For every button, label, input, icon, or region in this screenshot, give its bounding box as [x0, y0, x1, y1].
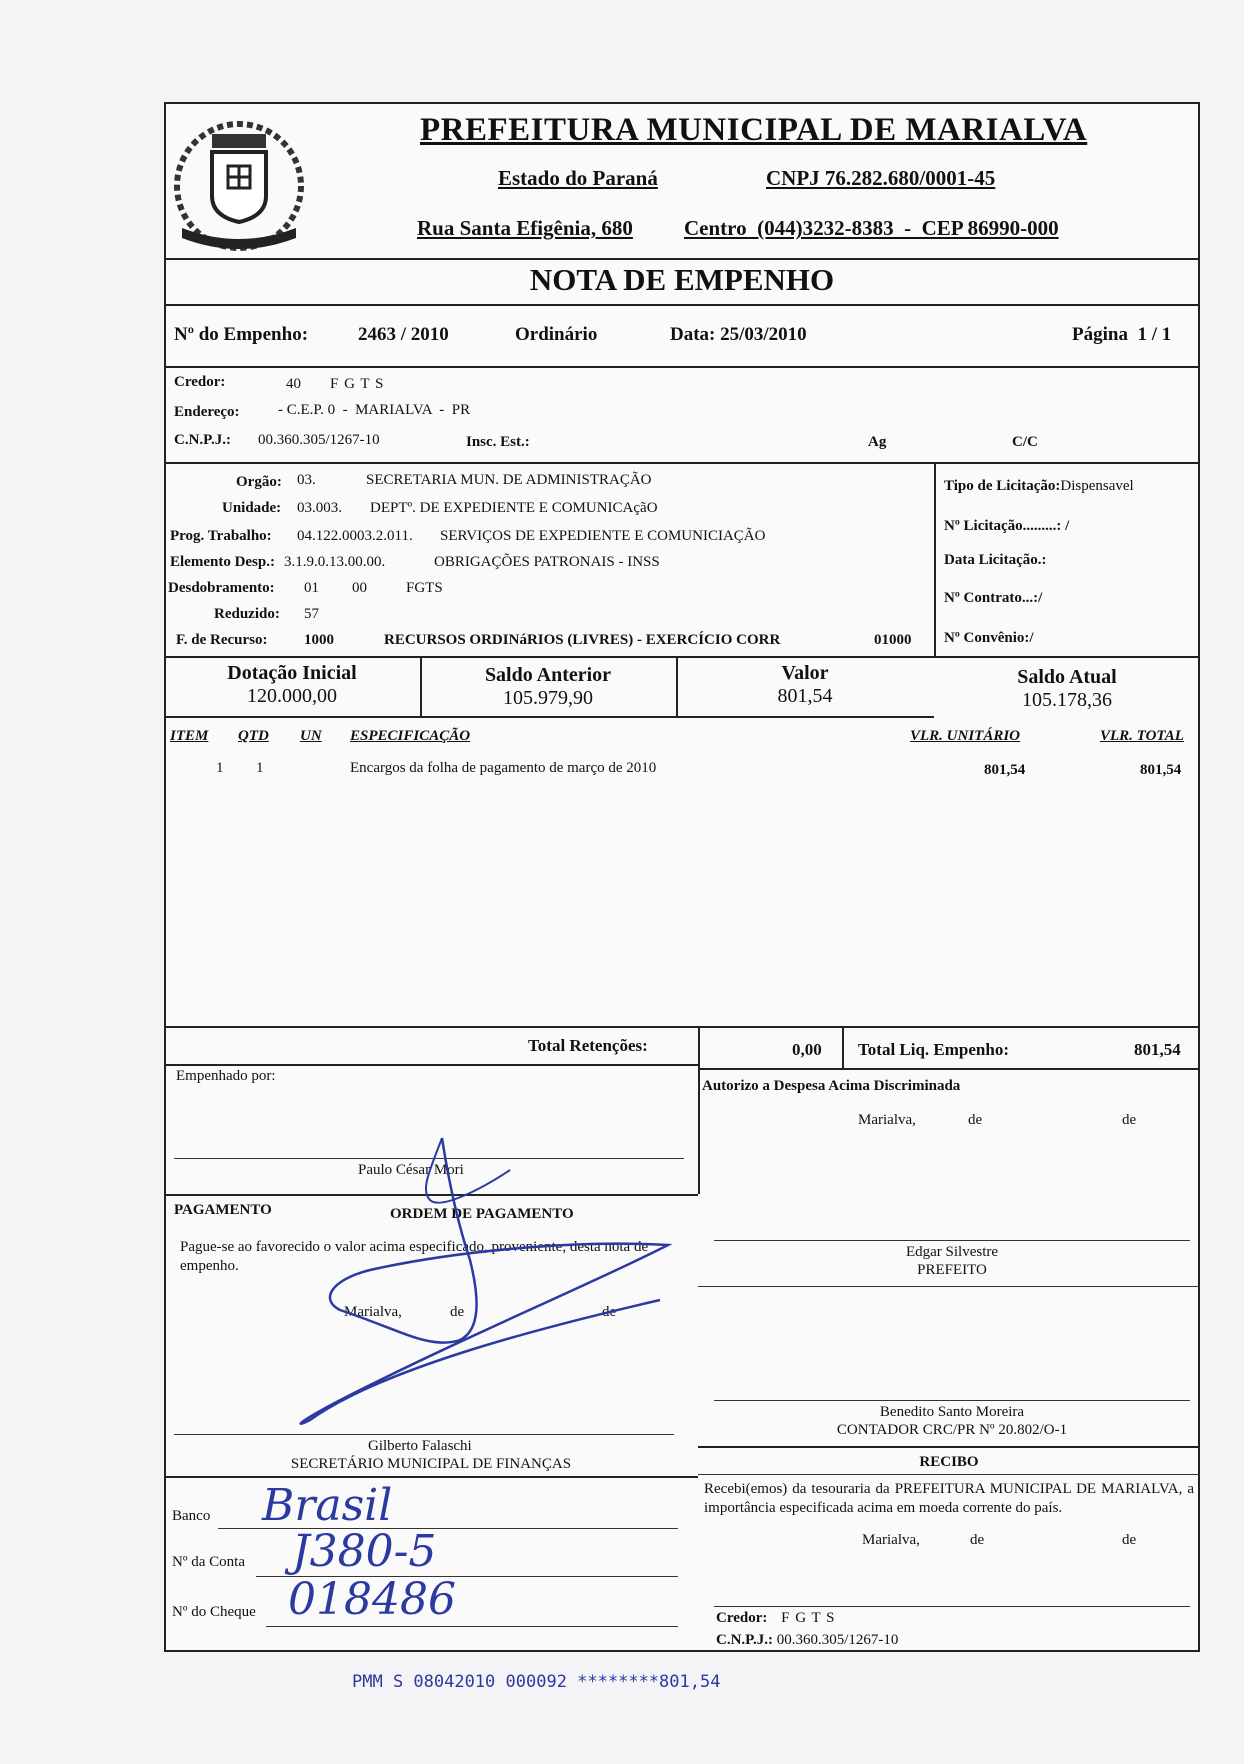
- banco-handwritten: Brasil: [262, 1480, 393, 1531]
- table-row: [164, 760, 1200, 784]
- unidade-code: 03.003.: [297, 500, 342, 516]
- licitacao-contrato: Nº Contrato...:/: [944, 590, 1043, 606]
- cheque-handwritten: 018486: [288, 1574, 456, 1625]
- header-title: PREFEITURA MUNICIPAL DE MARIALVA: [420, 112, 1088, 148]
- pagamento-text: Pague-se ao favorecido o valor acima especificado, proveniente, desta nota de empenho.: [180, 1239, 649, 1274]
- credor-cnpj: 00.360.305/1267-10: [258, 432, 380, 448]
- recibo-credor: [716, 1610, 836, 1627]
- processing-stamp: PMM S 08042010 000092 ********801,54: [352, 1672, 721, 1692]
- empenho-number: 2463 / 2010: [358, 324, 449, 345]
- saldo-inicial-value: 120.000,00: [247, 685, 337, 707]
- reduzido-label: Reduzido:: [214, 606, 280, 622]
- insc-label: Insc. Est.:: [466, 434, 530, 450]
- valor-value: 801,54: [777, 685, 833, 707]
- credor-label: Credor:: [174, 374, 226, 390]
- conta-handwritten: J380-5: [292, 1526, 437, 1577]
- unidade-label: Unidade:: [222, 500, 282, 516]
- desd-a: 01: [304, 580, 319, 596]
- licitacao-tipo-value: Dispensavel: [1060, 478, 1134, 494]
- header-address: Rua Santa Efigênia, 680: [417, 216, 633, 240]
- orgao-desc: SECRETARIA MUN. DE ADMINISTRAÇÃO: [366, 472, 652, 488]
- autorizo-de1: de: [968, 1112, 983, 1128]
- saldo-atual-label: Saldo Atual: [1017, 666, 1117, 688]
- saldo-inicial-label: Dotação Inicial: [227, 662, 357, 684]
- row-item: 1: [216, 760, 224, 776]
- prog-desc: SERVIÇOS DE EXPEDIENTE E COMUNICIAÇÃO: [440, 528, 766, 544]
- unidade-desc: DEPTº. DE EXPEDIENTE E COMUNICAçãO: [370, 500, 658, 516]
- desd-desc: FGTS: [406, 580, 443, 596]
- header-cnpj: CNPJ 76.282.680/0001-45: [766, 166, 996, 190]
- secretario-name: Gilberto Falaschi: [368, 1438, 472, 1454]
- banco-label: Banco: [172, 1508, 211, 1524]
- desd-b: 00: [352, 580, 367, 596]
- retencoes-label: Total Retenções:: [528, 1036, 648, 1055]
- signature-scribble: [280, 1130, 680, 1460]
- cheque-label: Nº do Cheque: [172, 1604, 256, 1620]
- elem-desc: OBRIGAÇÕES PATRONAIS - INSS: [434, 554, 660, 570]
- prefeito-role: PREFEITO: [917, 1262, 987, 1278]
- coat-of-arms: [168, 108, 310, 256]
- pagamento-de1: de: [450, 1304, 465, 1320]
- retencoes-value: 0,00: [792, 1040, 822, 1059]
- recurso-desc: RECURSOS ORDINáRIOS (LIVRES) - EXERCÍCIO CORR: [384, 632, 781, 648]
- row-total: 801,54: [1140, 762, 1182, 778]
- recibo-credor-value: F G T S: [781, 1610, 836, 1626]
- contador-name: Benedito Santo Moreira: [879, 1404, 1025, 1420]
- licitacao-tipo-label: Tipo de Licitação:: [944, 478, 1061, 494]
- empenhado-name: Paulo César Mori: [358, 1162, 464, 1178]
- desd-label: Desdobramento:: [168, 580, 275, 596]
- recurso-label: F. de Recurso:: [176, 632, 268, 648]
- liq-value: 801,54: [1134, 1040, 1181, 1059]
- recibo-credor-label: Credor:: [716, 1610, 768, 1626]
- credor-address: - C.E.P. 0 - MARIALVA - PR: [278, 402, 471, 418]
- col-total: VLR. TOTAL: [1100, 728, 1184, 744]
- empenhado-label: Empenhado por:: [176, 1068, 276, 1084]
- licitacao-convenio: Nº Convênio:/: [944, 630, 1034, 646]
- row-unit: 801,54: [984, 762, 1026, 778]
- address-label: Endereço:: [174, 404, 240, 420]
- recibo-cnpj-label: C.N.P.J.:: [716, 1632, 773, 1648]
- autorizo-place: Marialva,: [858, 1112, 916, 1128]
- empenho-date: Data: 25/03/2010: [670, 324, 807, 345]
- orgao-label: Orgão:: [236, 474, 282, 490]
- pagamento-place: Marialva,: [344, 1304, 402, 1320]
- saldo-atual-value: 105.178,36: [1022, 689, 1112, 711]
- empenho-type: Ordinário: [515, 324, 598, 345]
- orgao-code: 03.: [297, 472, 316, 488]
- ag-label: Ag: [868, 434, 887, 450]
- cc-label: C/C: [1012, 434, 1038, 450]
- col-spec: ESPECIFICAÇÃO: [350, 728, 471, 744]
- empenho-label: Nº do Empenho:: [174, 324, 309, 345]
- valor-cell: [676, 662, 934, 708]
- elem-label: Elemento Desp.:: [170, 554, 275, 570]
- recurso-num: 01000: [874, 632, 912, 648]
- saldo-anterior-cell: [420, 664, 676, 710]
- autorizo-text: Autorizo a Despesa Acima Discriminada: [702, 1078, 961, 1094]
- pagamento-de2: de: [602, 1304, 617, 1320]
- recibo-cnpj-value: 00.360.305/1267-10: [776, 1632, 899, 1648]
- empenho-page: Página 1 / 1: [1072, 324, 1172, 345]
- conta-label: Nº da Conta: [172, 1554, 245, 1570]
- saldo-inicial-cell: [164, 662, 420, 708]
- contador-role: CONTADOR CRC/PR Nº 20.802/O-1: [836, 1422, 1068, 1438]
- elem-code: 3.1.9.0.13.00.00.: [284, 554, 386, 570]
- licitacao-data: Data Licitação.:: [944, 552, 1047, 568]
- saldo-anterior-label: Saldo Anterior: [484, 664, 612, 686]
- liq-label: Total Liq. Empenho:: [858, 1040, 1009, 1059]
- ordem-label: ORDEM DE PAGAMENTO: [390, 1206, 574, 1222]
- cnpj-label: C.N.P.J.:: [174, 432, 231, 448]
- licitacao-numero: Nº Licitação.........: /: [944, 518, 1070, 534]
- recibo-de1: de: [970, 1532, 985, 1548]
- autorizo-de2: de: [1122, 1112, 1137, 1128]
- recibo-de2: de: [1122, 1532, 1137, 1548]
- recibo-text: Recebi(emos) da tesouraria da PREFEITURA MUNICIPAL DE MARIALVA, a importância especificada acima em moeda corrente do país.: [704, 1481, 1194, 1516]
- row-spec: Encargos da folha de pagamento de março de 2010: [350, 760, 657, 776]
- recibo-title: RECIBO: [919, 1454, 979, 1470]
- secretario-role: SECRETÁRIO MUNICIPAL DE FINANÇAS: [290, 1456, 572, 1472]
- saldo-atual-cell: [934, 666, 1200, 712]
- reduzido-value: 57: [304, 606, 319, 622]
- credor-code: 40: [286, 376, 301, 392]
- col-item: ITEM: [170, 728, 209, 744]
- col-un: UN: [300, 728, 322, 744]
- pagamento-label: PAGAMENTO: [174, 1202, 272, 1218]
- row-qtd: 1: [256, 760, 264, 776]
- recibo-cnpj: [716, 1632, 898, 1649]
- saldo-anterior-value: 105.979,90: [503, 687, 593, 709]
- credor-name: F G T S: [330, 376, 385, 392]
- col-qtd: QTD: [238, 728, 269, 744]
- recibo-place: Marialva,: [862, 1532, 920, 1548]
- header-address-rest: Centro (044)3232-8383 - CEP 86990-000: [684, 216, 1059, 240]
- col-unit: VLR. UNITÁRIO: [910, 728, 1021, 744]
- prefeito-name: Edgar Silvestre: [905, 1244, 999, 1260]
- header-state: Estado do Paraná: [498, 166, 658, 190]
- valor-label: Valor: [781, 662, 829, 684]
- prog-label: Prog. Trabalho:: [170, 528, 272, 544]
- prog-code: 04.122.0003.2.011.: [297, 528, 413, 544]
- recurso-code: 1000: [304, 632, 334, 648]
- doc-title: NOTA DE EMPENHO: [529, 262, 835, 297]
